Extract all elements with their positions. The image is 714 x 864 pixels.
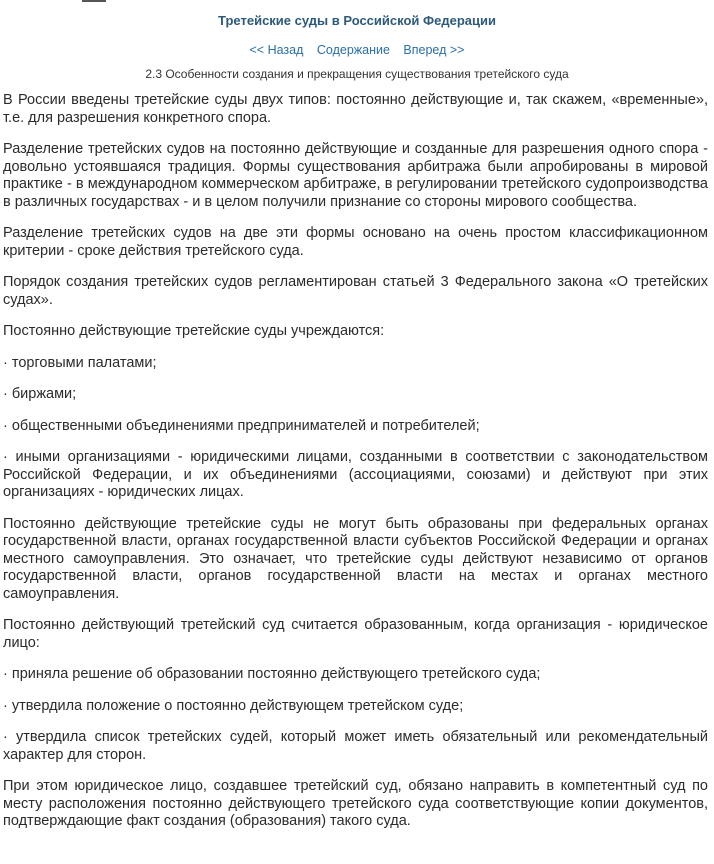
list-item: · общественными объединениями предпринимателей и потребителей; (3, 417, 480, 434)
section-title: 2.3 Особенности создания и прекращения существования третейского суда (145, 67, 569, 81)
paragraph: Постоянно действующие третейские суды не могут быть образованы при федеральных органах государственной власти, органах государственной власти субъектов Российской Федерации и органах местного самоуправления. Это означает, что третейские суды действуют независимо от органов государственной власти, органов государственной власти на местах и органах местного самоуправления. (3, 515, 708, 602)
list-item: · утвердила список третейских судей, который может иметь обязательный или рекомендательный характер для сторон. (3, 729, 708, 763)
paragraph: Постоянно действующий третейский суд считается образованным, когда организация - юридическое лицо: (3, 617, 708, 651)
list-item: · приняла решение об образовании постоянно действующего третейского суда; (3, 666, 541, 682)
list-item: · утвердила положение о постоянно действующем третейском суде; (3, 697, 464, 714)
nav-forward-link[interactable]: Вперед >> (403, 43, 465, 57)
paragraph: Разделение третейских судов на постоянно действующие и созданные для разрешения одного спора - довольно устоявшаяся традиция. Формы существования арбитража были апробированы в мировой практике - в международном коммерческом арбитраже, в регулировании третейского судопроизводства в различных государствах - и в целом получили признание со стороны мирового сообщества. (3, 141, 708, 210)
paragraph: Порядок создания третейских судов регламентирован статьей 3 Федерального закона «О третейских судах». (3, 274, 708, 308)
paragraph: При этом юридическое лицо, создавшее третейский суд, обязано направить в компетентный суд по месту расположения постоянно действующего третейского суда соответствующие копии документов, подтверждающие факт создания (образования) такого суда. (3, 778, 708, 829)
nav-contents-link[interactable]: Содержание (316, 43, 390, 57)
page-navigation (0, 42, 714, 58)
article-body (0, 92, 714, 831)
list-item: · иными организациями - юридическими лицами, созданными в соответствии с законодательством Российской Федерации, и их объединениями (ассоциациями, союзами) и действуют при этих организациях - юридических лицах. (3, 449, 708, 500)
list-item: · биржами; (3, 386, 77, 402)
top-divider (82, 0, 106, 2)
list-item: · торговыми палатами; (3, 354, 157, 371)
page-title: Третейские суды в Российской Федерации (218, 13, 496, 28)
nav-back-link[interactable]: << Назад (249, 43, 304, 57)
paragraph: Разделение третейских судов на две эти формы основано на очень простом классификационном критерии - сроке действия третейского суда. (3, 225, 708, 259)
paragraph: В России введены третейские суды двух типов: постоянно действующие и, так скажем, «временные», т.е. для разрешения конкретного спора. (3, 92, 708, 126)
paragraph: Постоянно действующие третейские суды учреждаются: (3, 323, 385, 339)
